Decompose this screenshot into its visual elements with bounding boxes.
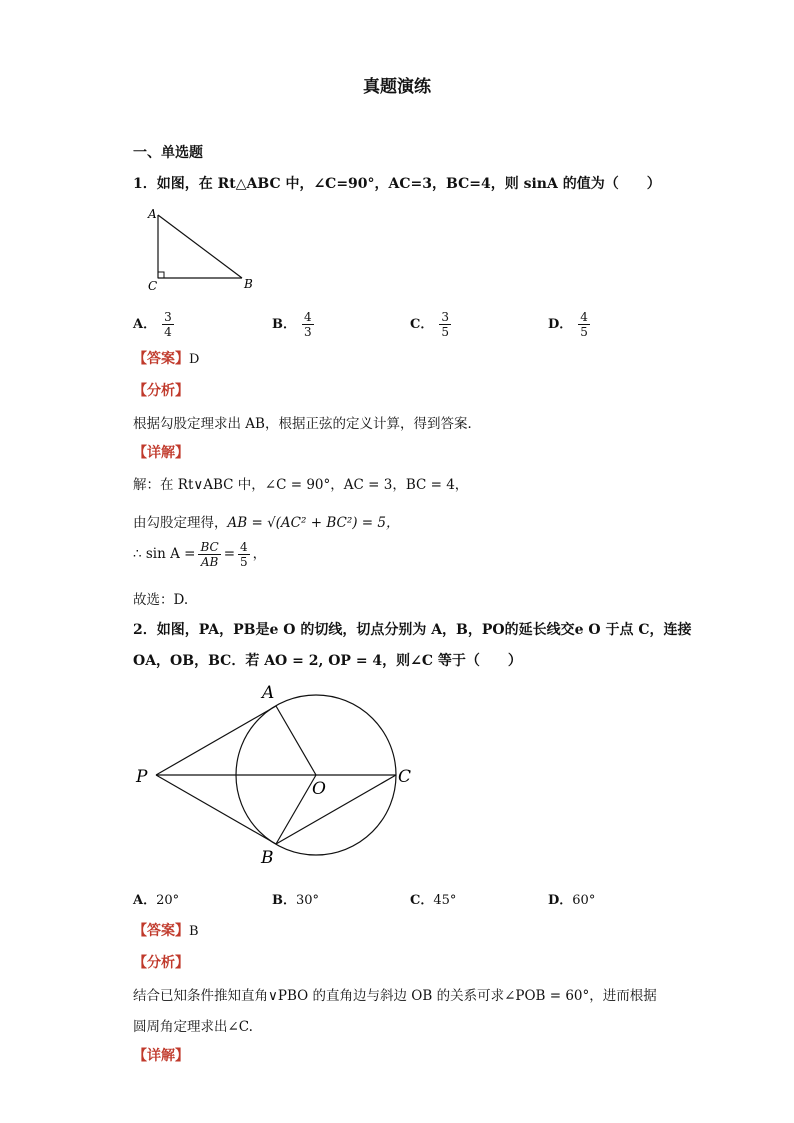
q2-label-P: P xyxy=(136,767,148,787)
q2-stem-line2: OA，OB，BC．若 AO = 2, OP = 4，则∠C 等于（ ） xyxy=(133,653,522,669)
q2-label-C: C xyxy=(398,767,412,787)
q1-option-c: C． $\frac{3}{5}$ xyxy=(410,310,449,339)
q2-label-O: O xyxy=(312,779,326,799)
q2-analysis-line1: 结合已知条件推知直角∨PBO 的直角边与斜边 OB 的关系可求∠POB = 60°，进而根据 xyxy=(133,988,657,1004)
q1-detail-line3: ∴ sin A = $\frac{BC}{AB}$ = $\frac{4}{5}$ ， xyxy=(133,540,267,569)
q2-label-B: B xyxy=(261,848,274,868)
q1-label-A: A xyxy=(148,207,157,221)
q1-analysis-text: 根据勾股定理求出 AB，根据正弦的定义计算，得到答案． xyxy=(133,416,481,432)
q1-option-b: B． $\frac{4}{3}$ xyxy=(272,310,312,339)
q2-option-a: A．20° xyxy=(133,893,180,908)
q1-label-B: B xyxy=(244,277,253,291)
q1-detail-line1: 解：在 Rt∨ABC 中，∠C = 90°，AC = 3，BC = 4， xyxy=(133,477,469,493)
q2-analysis-line2: 圆周角定理求出∠C. xyxy=(133,1019,253,1035)
q1-triangle-figure xyxy=(140,200,270,295)
q1-detail-line4: 故选：D. xyxy=(133,592,189,608)
q2-answer: 【答案】B xyxy=(133,923,199,939)
page-title: 真题演练 xyxy=(363,77,431,97)
q1-option-a: A． $\frac{3}{4}$ xyxy=(133,310,172,339)
q1-stem: 1．如图，在 Rt△ABC 中，∠C=90°，AC=3，BC=4，则 sinA 的值为（ ） xyxy=(133,176,661,192)
q2-detail-tag: 【详解】 xyxy=(133,1048,189,1064)
q2-label-A: A xyxy=(262,683,275,703)
q1-label-C: C xyxy=(148,279,158,293)
section-heading: 一、单选题 xyxy=(133,145,203,161)
q2-stem-line1: 2．如图，PA，PB是e O 的切线，切点分别为 A，B，PO的延长线交e O 于点 C，连接 xyxy=(133,622,692,638)
q1-answer: 【答案】D xyxy=(133,351,200,367)
q1-detail-tag: 【详解】 xyxy=(133,445,189,461)
q2-option-b: B．30° xyxy=(272,893,320,908)
q1-detail-line2: 由勾股定理得，AB = √(AC² + BC²) = 5， xyxy=(133,515,400,531)
q1-option-d: D． $\frac{4}{5}$ xyxy=(548,310,588,339)
q2-option-d: D．60° xyxy=(548,893,596,908)
q1-analysis-tag: 【分析】 xyxy=(133,383,189,399)
q2-circle-figure xyxy=(130,680,430,870)
q2-option-c: C．45° xyxy=(410,893,457,908)
q2-analysis-tag: 【分析】 xyxy=(133,955,189,971)
